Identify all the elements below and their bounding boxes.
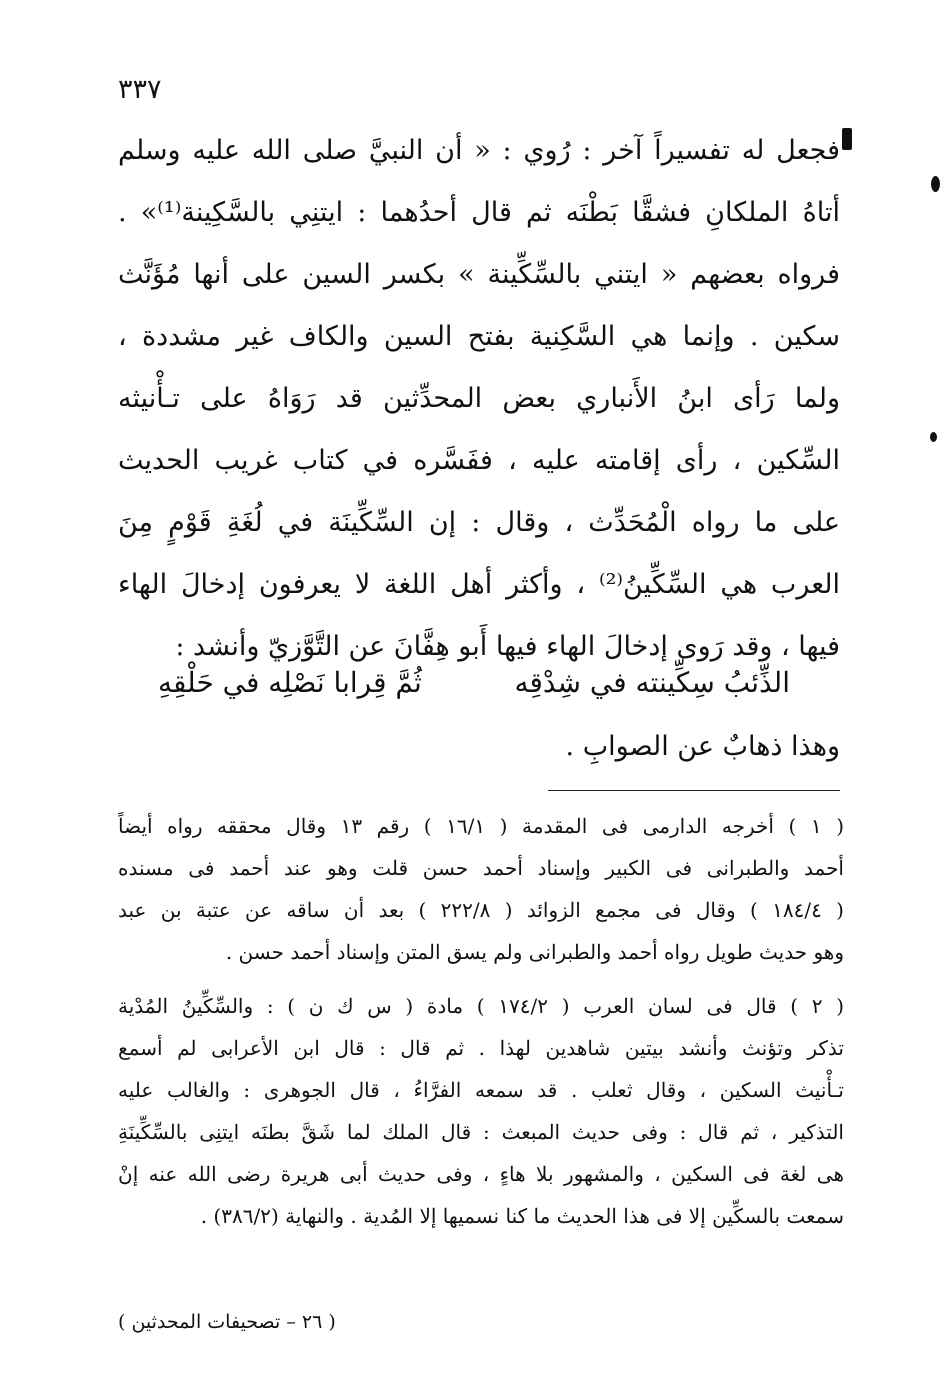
verse-first-hemistich: الذِّئبُ سِكِّينته في شِدْقِه [514, 666, 790, 699]
signature-mark: ( ٢٦ – تصحيفات المحدثين ) [118, 1311, 336, 1333]
poetry-verse [118, 652, 840, 714]
footnote-line: ( ٢ ) قال فى لسان العرب ( ١٧٤/٢ ) مادة ( س ك ن ) : والسِّكِّينُ المُدْية [118, 994, 844, 1018]
footnote-line: تـأْنيث السكين ، وقال ثعلب . قد سمعه الفرَّاءُ ، قال الجوهرى : والغالب عليه [118, 1078, 844, 1102]
page-number: ٣٣٧ [118, 74, 162, 105]
main-text-line: فيها ، وقد رَوى إدخالَ الهاء فيها أَبو هِفَّانَ عن التَّوَّزيّ وأنشد : [175, 631, 840, 662]
footnote-separator [548, 790, 840, 791]
main-text-line: العرب هي السِّكِّينُ⁽²⁾ ، وأكثر أهل اللغة لا يعرفون إدخالَ الهاء [118, 569, 840, 600]
main-text-block [118, 120, 840, 678]
margin-bracket-mark [842, 128, 852, 150]
closing-line: وهذا ذهابٌ عن الصوابِ . [565, 731, 840, 762]
margin-ink-spot [930, 432, 937, 442]
main-text-line: على ما رواه الْمُحَدِّث ، وقال : إن السِّكِّينَة في لُغَةِ قَوْمٍ مِنَ [118, 507, 840, 538]
footnote-line: أحمد والطبرانى فى الكبير وإسناد أحمد حسن قلت وهو عند أحمد فى مسنده [118, 856, 844, 880]
main-text-line: فجعل له تفسيراً آخر : رُوي : « أن النبيَّ صلى الله عليه وسلم [118, 135, 840, 166]
footnote-line: ( ١ ) أخرجه الدارمى فى المقدمة ( ١٦/١ ) رقم ١٣ وقال محققه رواه أيضاً [118, 814, 844, 838]
main-text-line: فرواه بعضهم « ايتني بالسِّكِّينة » بكسر السين على أنها مُؤَنَّث [118, 259, 840, 290]
footnote-line: تذكر وتؤنث وأنشد بيتين شاهدين لهذا . ثم قال : قال ابن الأعرابى لم أسمع [118, 1036, 844, 1060]
footnote-line: ( ١٨٤/٤ ) وقال فى مجمع الزوائد ( ٢٢٢/٨ ) بعد أن ساقه عن عتبة بن عبد [118, 898, 844, 922]
main-text-line: السِّكين ، رأى إقامته عليه ، ففَسَّره في كتاب غريب الحديث [118, 445, 840, 476]
footnotes-block [118, 805, 844, 1237]
footnote-line: وهو حديث طويل رواه أحمد والطبرانى ولم يسق المتن وإسناد أحمد حسن . [225, 940, 844, 964]
margin-ink-spot [931, 176, 940, 192]
verse-second-hemistich: ثُمَّ قِرابا نَصْلِه في حَلْقِهِ [158, 666, 422, 699]
footnote-line: سمعت بالسكِّين إلا فى هذا الحديث ما كنا نسميها إلا المُدية . والنهاية (٣٨٦/٢) . [200, 1204, 844, 1228]
footnote-1 [118, 805, 844, 973]
footnote-2 [118, 985, 844, 1237]
footnote-line: التذكير ، ثم قال : وفى حديث المبعث : قال الملك لما شَقَّ بطنَه ايتنِى بالسِّكِّينَةِ [118, 1120, 844, 1144]
footnote-line: هى لغة فى السكين ، والمشهور بلا هاءٍ ، وفى حديث أبى هريرة رضى الله عنه إنْ [118, 1162, 844, 1186]
main-text-line: سكين . وإنما هي السَّكِنية بفتح السين والكاف غير مشددة ، [118, 321, 840, 352]
main-text-line: أتاهُ الملكانِ فشقَّا بَطْنَه ثم قال أحدُهما : ايتنِي بالسَّكِينة⁽¹⁾» . [118, 197, 840, 228]
main-text-line: ولما رَأى ابنُ الأَنباري بعض المحدِّثين قد رَوَاهُ على تـأْنيثه [118, 383, 840, 414]
